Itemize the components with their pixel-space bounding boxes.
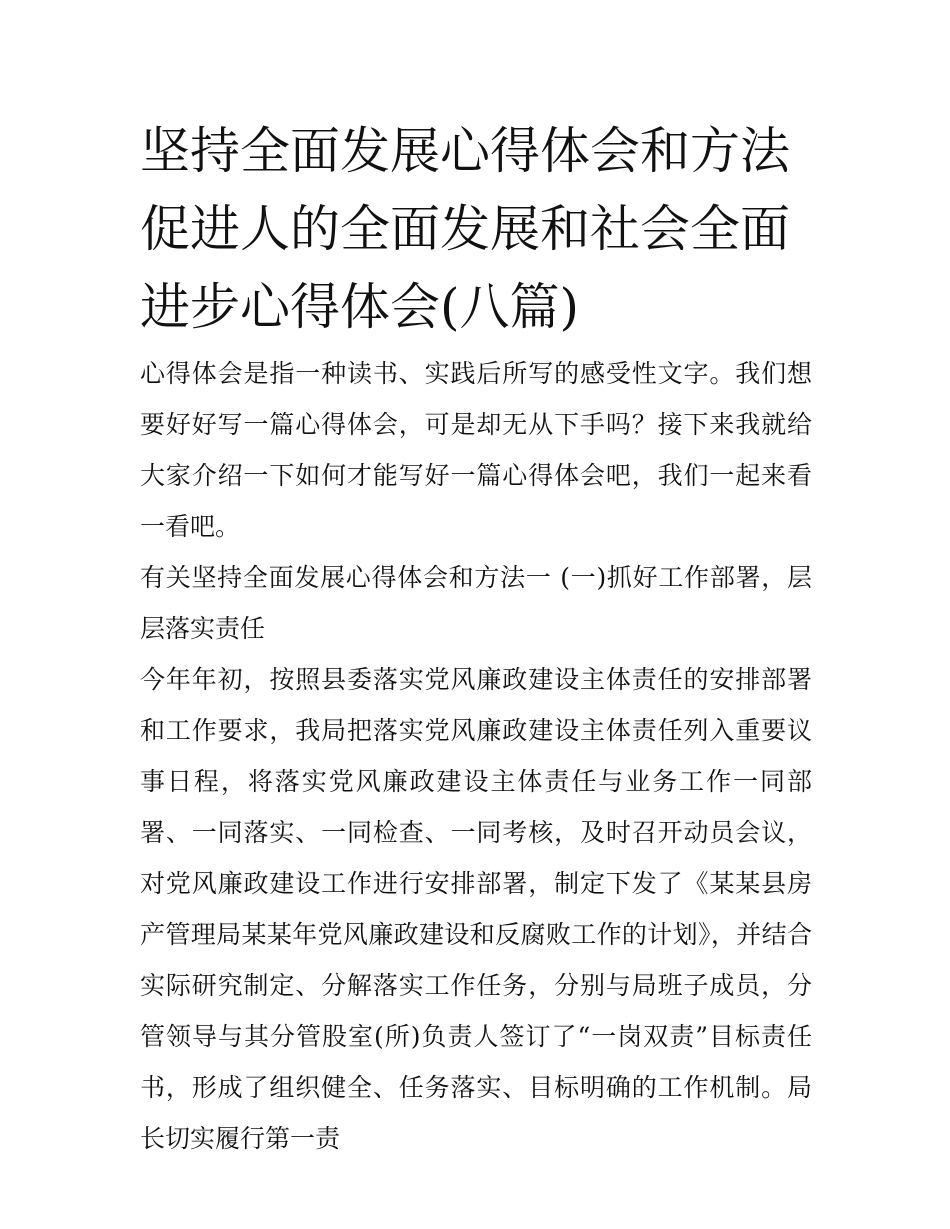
intro-paragraph: 心得体会是指一种读书、实践后所写的感受性文字。我们想要好好写一篇心得体会，可是却无从下手吗？接下来我就给大家介绍一下如何才能写好一篇心得体会吧，我们一起来看一看吧。 [140, 359, 812, 541]
document-page [140, 112, 820, 1164]
document-title: 坚持全面发展心得体会和方法促进人的全面发展和社会全面进步心得体会(八篇) [140, 122, 790, 336]
body-paragraph: 今年年初，按照县委落实党风廉政建设主体责任的安排部署和工作要求，我局把落实党风廉政建设主体责任列入重要议事日程，将落实党风廉政建设主体责任与业务工作一同部署、一同落实、一同检查、一同考核，及时召开动员会议，对党风廉政建设工作进行安排部署，制定下发了《某某县房产管理局某某年党风廉政建设和反腐败工作的计划》，并结合实际研究制定、分解落实工作任务，分别与局班子成员，分管领导与其分管股室(所)负责人签订了“一岗双责”目标责任书，形成了组织健全、任务落实、目标明确的工作机制。局长切实履行第一责 [140, 665, 812, 1153]
section-heading-paragraph: 有关坚持全面发展心得体会和方法一 (一)抓好工作部署，层层落实责任 [140, 563, 812, 643]
